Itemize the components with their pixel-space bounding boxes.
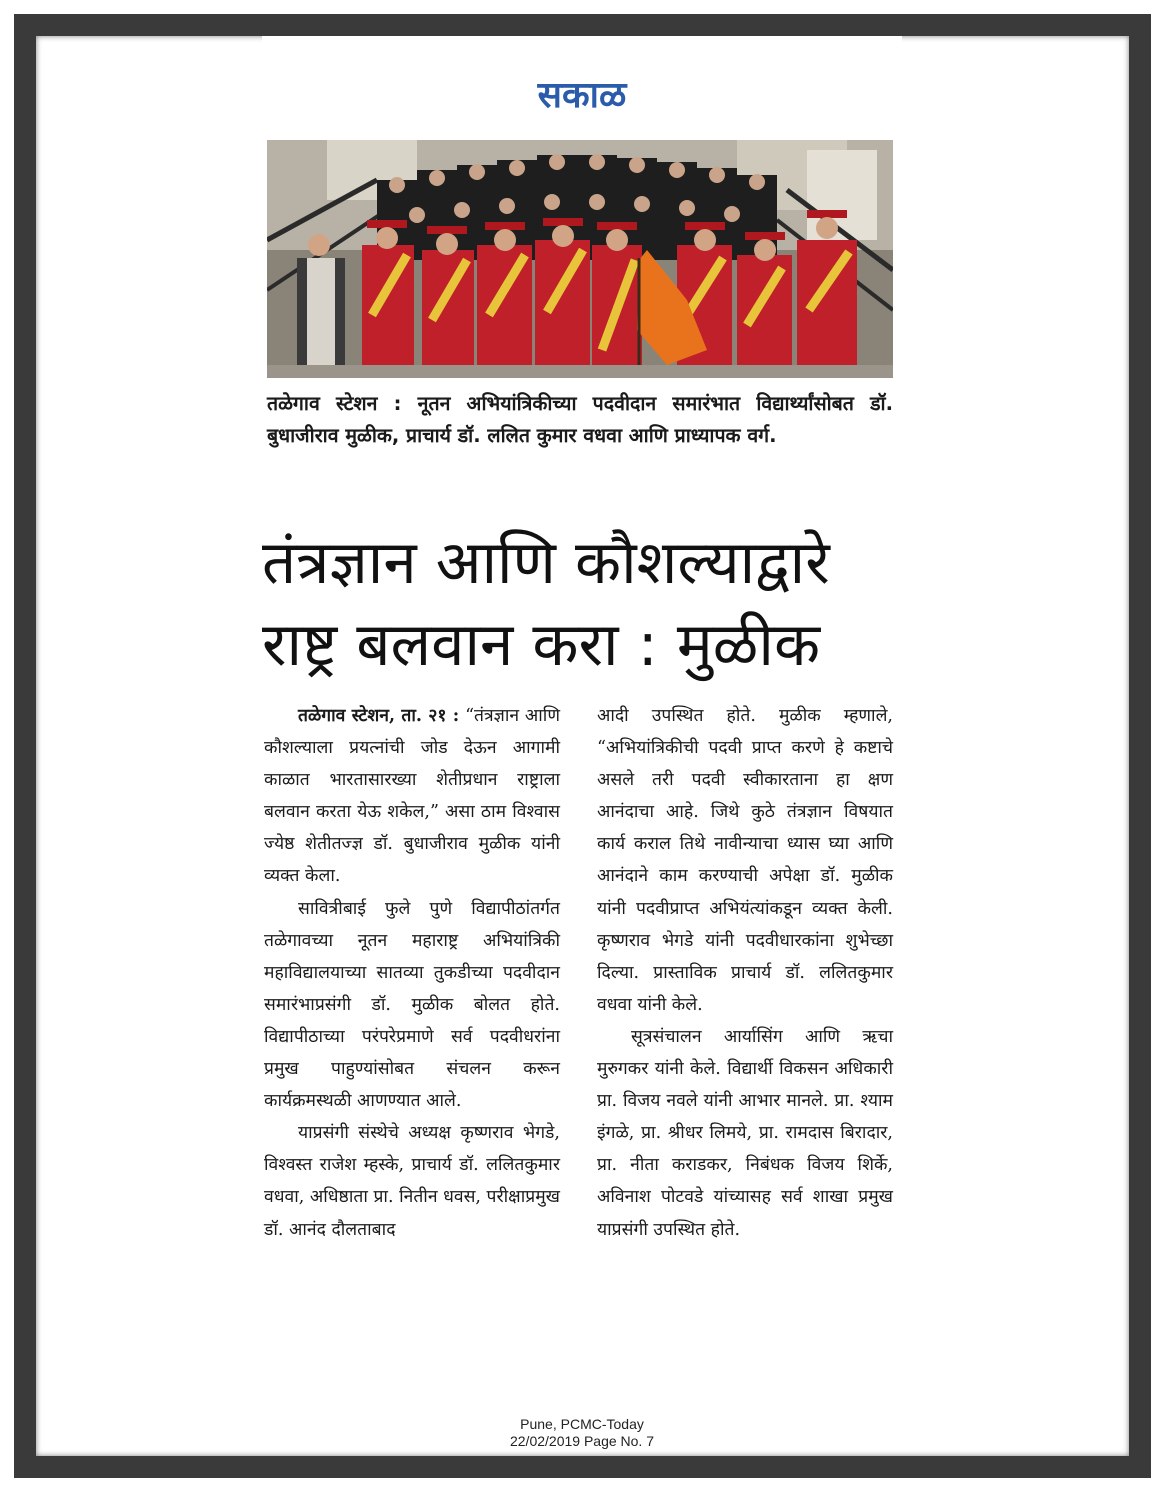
graduation-photo	[267, 140, 893, 378]
source-footer	[262, 1416, 902, 1450]
headline-line-2: राष्ट्र बलवान करा : मुळीक	[262, 610, 821, 680]
article-paragraph: आदी उपस्थित होते. मुळीक म्हणाले, “अभियांत्रिकीची पदवी प्राप्त करणे हे कष्टाचे असले तरी पदवी स्वीकारताना हा क्षण आनंदाचा आहे. जिथे कुठे तंत्रज्ञान विषयात कार्य कराल तिथे नावीन्याचा ध्यास घ्या आणि आनंदाने काम करण्याची अपेक्षा डॉ. मुळीक यांनी पदवीप्राप्त अभियंत्यांकडून व्यक्त केली. कृष्णराव भेगडे यांनी पदवीधारकांना शुभेच्छा दिल्या. प्रास्ताविक प्राचार्य डॉ. ललितकुमार वधवा यांनी केले.	[597, 706, 893, 1015]
newspaper-masthead: सकाळ	[537, 75, 627, 116]
photo-caption: तळेगाव स्टेशन : नूतन अभियांत्रिकीच्या पदवीदान समारंभात विद्यार्थ्यांसोबत डॉ. बुधाजीराव मुळीक, प्राचार्य डॉ. ललित कुमार वधवा आणि प्राध्यापक वर्ग.	[267, 392, 893, 447]
article-paragraph: सूत्रसंचालन आर्यासिंग आणि ऋचा मुरुगकर यांनी केले. विद्यार्थी विकसन अधिकारी प्रा. विजय नवले यांनी आभार मानले. प्रा. श्याम इंगळे, प्रा. श्रीधर लिमये, प्रा. रामदास बिरादार, प्रा. नीता कराडकर, निबंधक विजय शिर्के, अविनाश पोटवडे यांच्यासह सर्व शाखा प्रमुख याप्रसंगी उपस्थित होते.	[597, 1026, 893, 1240]
article-paragraph: सावित्रीबाई फुले पुणे विद्यापीठांतर्गत तळेगावच्या नूतन महाराष्ट्र अभियांत्रिकी महाविद्यालयाच्या सातव्या तुकडीच्या पदवीदान समारंभाप्रसंगी डॉ. मुळीक बोलत होते. विद्यापीठाच्या परंपरेप्रमाणे सर्व पदवीधरांना प्रमुख पाहुण्यांसोबत संचलन करून कार्यक्रमस्थळी आणण्यात आले.	[264, 898, 560, 1112]
article-paragraph: याप्रसंगी संस्थेचे अध्यक्ष कृष्णराव भेगडे, विश्वस्त राजेश म्हस्के, प्राचार्य डॉ. ललितकुमार वधवा, अधिष्ठाता प्रा. नितीन धवस, परीक्षाप्रमुख डॉ. आनंद दौलताबाद	[264, 1123, 560, 1240]
article-column-right	[597, 700, 893, 1246]
footer-publication: Pune, PCMC-Today	[520, 1416, 644, 1432]
footer-date-page: 22/02/2019 Page No. 7	[509, 1433, 654, 1449]
paragraph-text: “तंत्रज्ञान आणि कौशल्याला प्रयत्नांची जोड देऊन आगामी काळात भारतासारख्या शेतीप्रधान राष्ट्राला बलवान करता येऊ शकेल,” असा ठाम विश्वास ज्येष्ठ शेतीतज्ज्ञ डॉ. बुधाजीराव मुळीक यांनी व्यक्त केला.	[264, 706, 560, 887]
article-headline	[262, 522, 902, 686]
article-column-left	[264, 700, 560, 1246]
article-paragraph	[264, 700, 560, 893]
newspaper-clipping	[262, 36, 902, 1449]
headline-line-1: तंत्रज्ञान आणि कौशल्याद्वारे	[262, 528, 830, 598]
article-dateline: तळेगाव स्टेशन, ता. २१ :	[298, 706, 460, 726]
